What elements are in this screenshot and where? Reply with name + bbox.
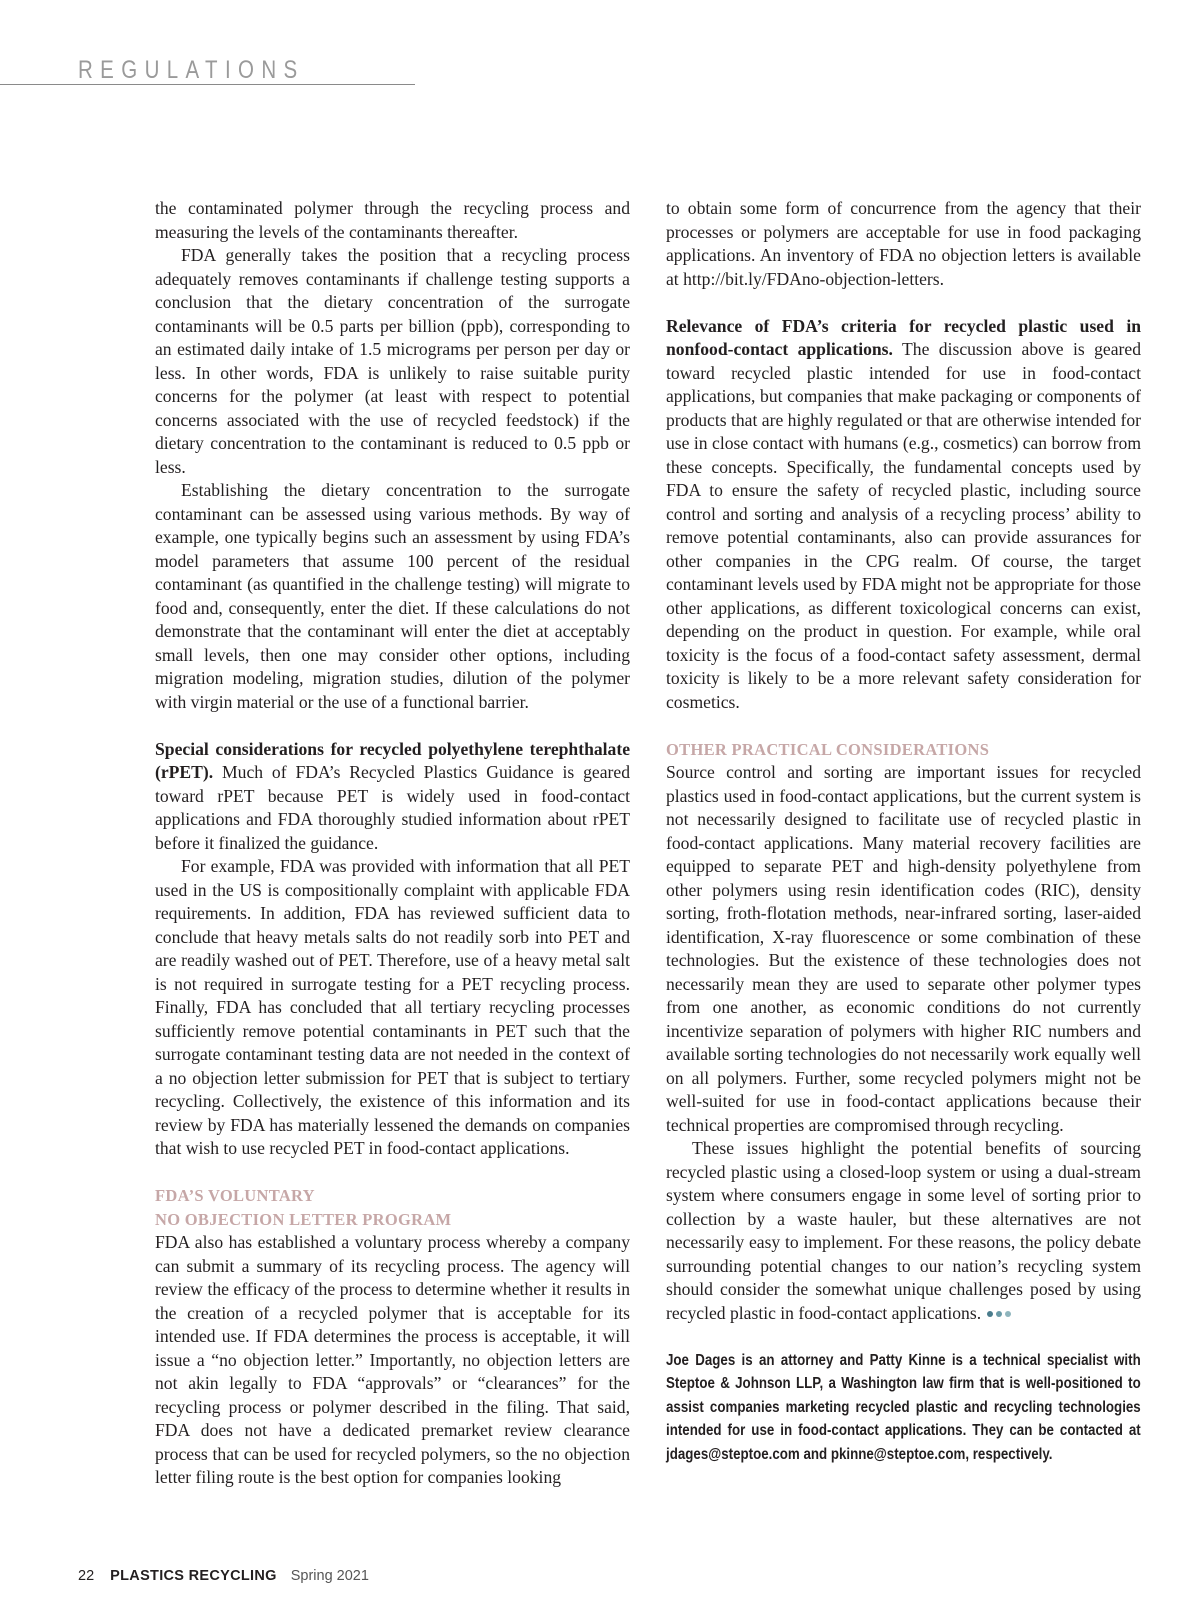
paragraph-final: [666, 1137, 1141, 1325]
page-footer: [78, 1568, 369, 1584]
issue-date: Spring 2021: [290, 1568, 369, 1584]
magazine-title: PLASTICS RECYCLING: [110, 1568, 277, 1584]
paragraph-lead-heading: Special considerations for recycled polyethylene terephthalate (rPET).: [155, 738, 630, 782]
paragraph-body: These issues highlight the potential benefits of sourcing recycled plastic using a closed-loop system or using a dual-stream system where consumers engage in some level of sorting prior to collection by a waste hauler, but these alternatives are not necessarily easy to implement. For these reasons, the policy debate surrounding potential changes to our nation’s recycling system should consider the somewhat unique challenges posed by using recycled plastic in food-contact applications.: [666, 1138, 1141, 1323]
paragraph: Establishing the dietary concentration to the surrogate contaminant can be assessed using various methods. By way of example, one typically begins such an assessment by using FDA’s model parameters that assume 100 percent of the residual contaminant (as quantified in the challenge testing) will migrate to food and, consequently, enter the diet. If these calculations do not demonstrate that the contaminant will enter the diet at acceptably small levels, then one may consider other options, including migration modeling, migration studies, dilution of the polymer with virgin material or the use of a functional barrier.: [155, 480, 630, 712]
paragraph-lead-heading: Relevance of FDA’s criteria for recycled plastic used in nonfood-contact applications.: [666, 315, 1141, 359]
subheading-line: NO OBJECTION LETTER PROGRAM: [155, 1209, 452, 1229]
paragraph-relevance: [666, 315, 1141, 715]
end-mark-dot: [1005, 1311, 1011, 1317]
right-column: [666, 197, 1141, 1466]
paragraph: to obtain some form of concurrence from the agency that their processes or polymers are acceptable for use in food packaging applications. An inventory of FDA no objection letters is available at http://bit.ly/FDAno-objection-letters.: [666, 198, 1141, 289]
section-label: REGULATIONS: [78, 56, 305, 84]
left-column: [155, 197, 630, 1490]
author-bio: Joe Dages is an attorney and Patty Kinne is a technical specialist with Steptoe & Johnson LLP, a Washington law firm that is well-positioned to assist companies marketing recycled plastic and recycling technologies intended for use in food-contact applications. They can be contacted at jdages@steptoe.com and pkinne@steptoe.com, respectively.: [666, 1351, 1141, 1463]
section-divider: [0, 84, 415, 85]
paragraph-body: The discussion above is geared toward recycled plastic intended for use in food-contact applications, but companies that make packaging or components of products that are highly regulated or that are otherwise intended for use in close contact with humans (e.g., cosmetics) can borrow from these concepts. Specifically, the fundamental concepts used by FDA to ensure the safety of recycled plastic, including source control and sorting and analysis of a recycling process’ ability to remove potential contaminants, also can provide assurances for other companies in the CPG realm. Of course, the target contaminant levels used by FDA might not be appropriate for those other applications, as different toxicological concerns can exist, depending on the product in question. For example, while oral toxicity is the focus of a food-contact safety assessment, dermal toxicity is likely to be a more relevant safety consideration for cosmetics.: [666, 339, 1141, 712]
paragraph-rpet: [155, 738, 630, 856]
paragraph-body: Much of FDA’s Recycled Plastics Guidance is geared toward rPET because PET is widely used in food-contact applications and FDA thoroughly studied information about rPET before it finalized the guidance.: [155, 762, 630, 853]
page-number: 22: [78, 1568, 95, 1584]
paragraph: FDA generally takes the position that a recycling process adequately removes contaminants if challenge testing supports a conclusion that the dietary concentration of the surrogate contaminants will be 0.5 parts per billion (ppb), corresponding to an estimated daily intake of 1.5 micrograms per person per day or less. In other words, FDA is unlikely to raise suitable purity concerns for the polymer (at least with respect to potential concerns associated with the use of recycled feedstock) if the dietary concentration to the contaminant is reduced to 0.5 ppb or less.: [155, 245, 630, 477]
subheading-other-considerations: OTHER PRACTICAL CONSIDERATIONS: [666, 739, 990, 759]
subheading-line: FDA’S VOLUNTARY: [155, 1186, 315, 1205]
paragraph: Source control and sorting are important issues for recycled plastics used in food-contact applications, but the current system is not necessarily designed to facilitate use of recycled plastic in food-contact applications. Many material recovery facilities are equipped to separate PET and high-density polyethylene from other polymers using resin identification codes (RIC), density sorting, froth-flotation methods, near-infrared sorting, laser-aided identification, X-ray fluorescence or some combination of these technologies. But the existence of these technologies does not necessarily mean they are used to separate other polymer types from one another, as economic conditions do not currently incentivize separation of polymers with higher RIC numbers and available sorting technologies do not necessarily work equally well on all polymers. Further, some recycled polymers might not be well-suited for use in food-contact applications because their technical properties are compromised through recycling.: [666, 762, 1141, 1135]
paragraph: the contaminated polymer through the recycling process and measuring the levels of the contaminants thereafter.: [155, 198, 630, 242]
end-mark-dot: [987, 1311, 993, 1317]
end-mark-dot: [996, 1311, 1002, 1317]
paragraph: FDA also has established a voluntary process whereby a company can submit a summary of its recycling process. The agency will review the efficacy of the process to determine whether it results in the creation of a recycled polymer that is acceptable for its intended use. If FDA determines the process is acceptable, it will issue a “no objection letter.” Importantly, no objection letters are not akin legally to FDA “approvals” or “clearances” for the recycling process or polymer described in the filing. That said, FDA does not have a dedicated premarket review clearance process that can be used for recycled polymers, so the no objection letter filing route is the best option for companies looking: [155, 1232, 630, 1487]
end-mark-icon: [987, 1311, 1011, 1317]
paragraph: For example, FDA was provided with information that all PET used in the US is compositionally complaint with applicable FDA requirements. In addition, FDA has reviewed sufficient data to conclude that heavy metals salts do not readily sorb into PET and are readily washed out of PET. Therefore, use of a heavy metal salt is not required in surrogate testing for a PET recycling process. Finally, FDA has concluded that all tertiary recycling processes sufficiently remove potential contaminants in PET such that the surrogate contaminant testing data are not needed in the context of a no objection letter submission for PET that is subject to tertiary recycling. Collectively, the existence of this information and its review by FDA has materially lessened the demands on companies that wish to use recycled PET in food-contact applications.: [155, 856, 630, 1158]
subheading-no-objection-program: [155, 1184, 630, 1231]
